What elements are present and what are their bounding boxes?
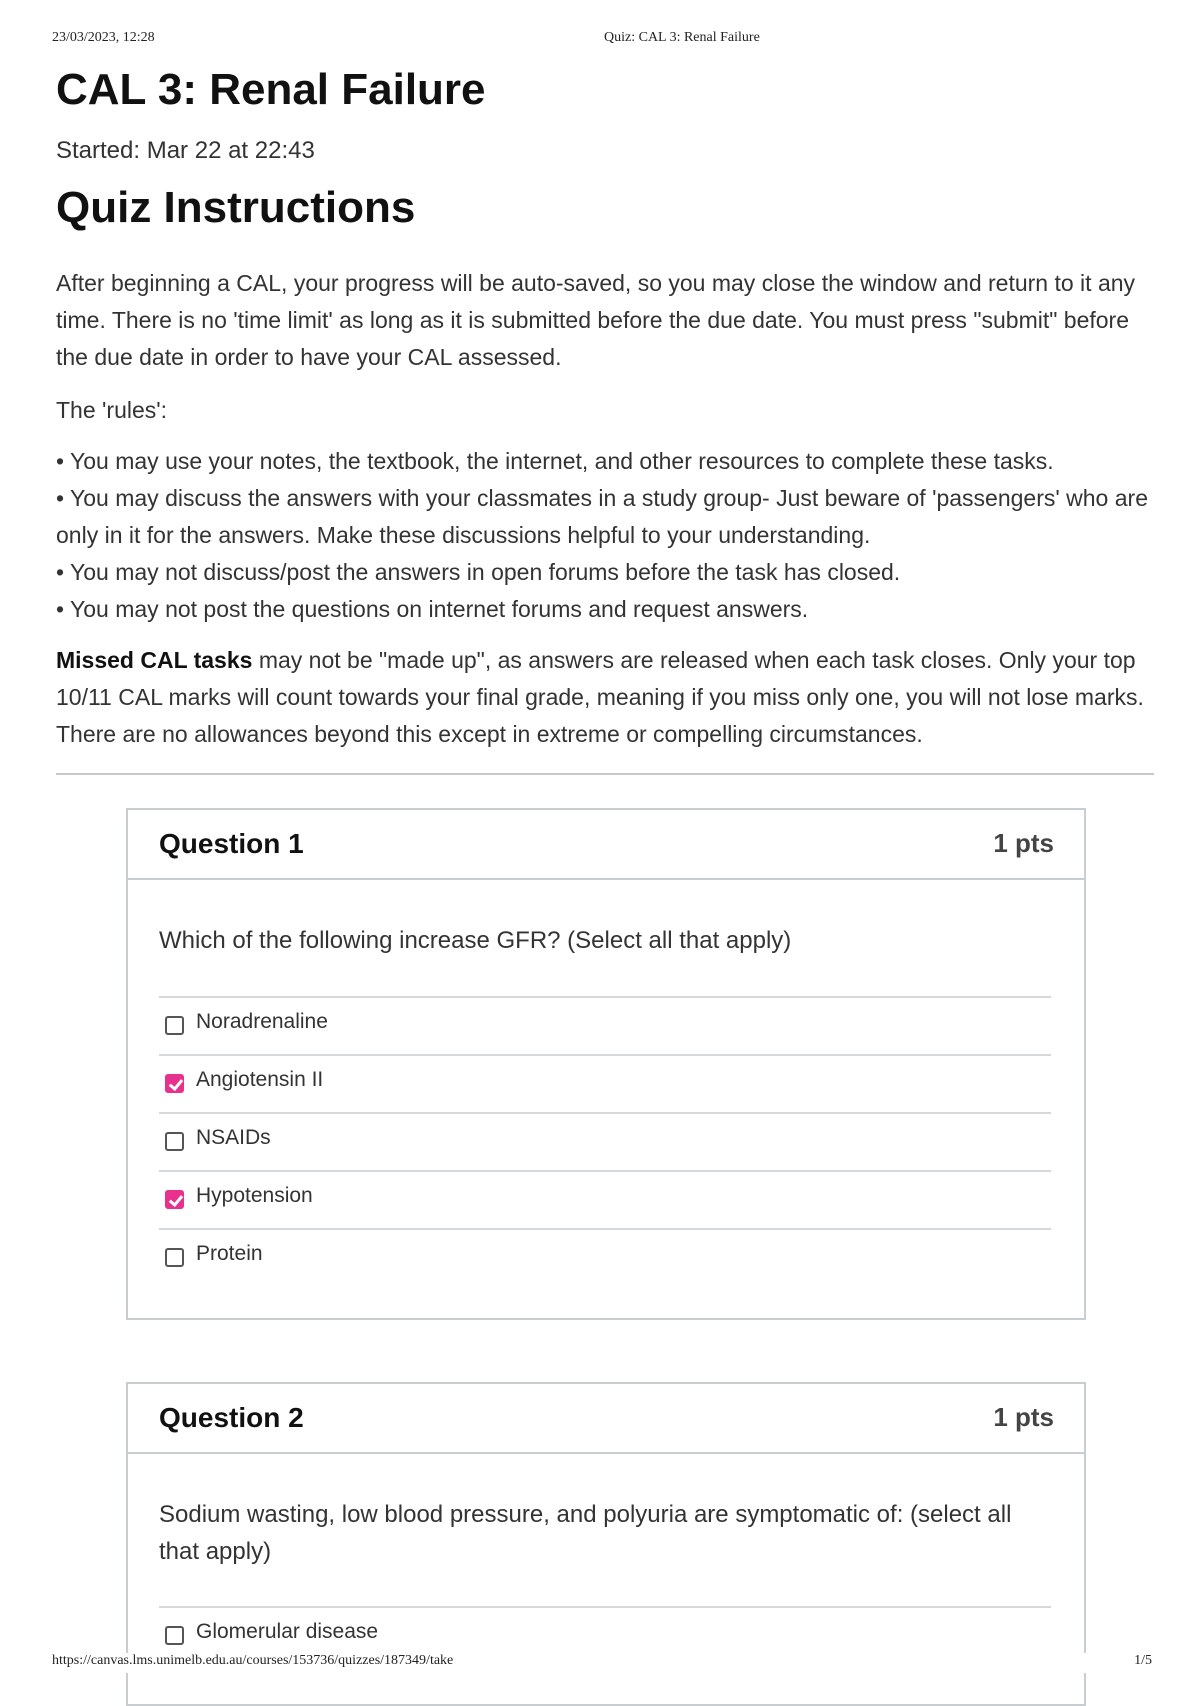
question-1-card (126, 808, 1086, 1320)
answer-option-angiotensin-ii[interactable] (159, 1054, 1051, 1112)
answer-option-hypotension[interactable] (159, 1170, 1051, 1228)
rules-list (56, 443, 1156, 628)
answer-label: Protein (196, 1242, 263, 1265)
question-header (128, 1384, 1084, 1454)
missed-tasks-paragraph (56, 642, 1156, 753)
checkbox-checked-icon[interactable] (165, 1074, 184, 1093)
rule-item: • You may not post the questions on internet forums and request answers. (56, 596, 809, 622)
print-header (52, 30, 1152, 50)
answer-label: NSAIDs (196, 1126, 271, 1149)
print-page-title: Quiz: CAL 3: Renal Failure (604, 30, 760, 45)
answer-list (159, 996, 1051, 1286)
question-text: Sodium wasting, low blood pressure, and polyuria are symptomatic of: (select all that apply) (159, 1501, 1012, 1565)
page-number: 1/5 (1134, 1653, 1152, 1668)
instructions-divider (56, 773, 1154, 775)
rules-heading: The 'rules': (56, 397, 168, 423)
checkbox-unchecked-icon[interactable] (165, 1016, 184, 1035)
checkbox-unchecked-icon[interactable] (165, 1248, 184, 1267)
checkbox-unchecked-icon[interactable] (165, 1626, 184, 1645)
question-title: Question 2 (159, 1402, 304, 1433)
question-points: 1 pts (993, 1402, 1054, 1432)
print-url: https://canvas.lms.unimelb.edu.au/courses/153736/quizzes/187349/take (52, 1653, 454, 1668)
question-title: Question 1 (159, 828, 304, 859)
rule-item: • You may use your notes, the textbook, the internet, and other resources to complete these tasks. (56, 448, 1054, 474)
print-footer (52, 1653, 1152, 1673)
checkbox-checked-icon[interactable] (165, 1190, 184, 1209)
answer-label: Glomerular disease (196, 1620, 379, 1643)
answer-label: Noradrenaline (196, 1010, 328, 1033)
answer-label: Hypotension (196, 1184, 313, 1207)
print-datetime: 23/03/2023, 12:28 (52, 30, 155, 45)
missed-tasks-text: may not be "made up", as answers are released when each task closes. Only your top 10/11 CAL marks will count towards your final grade, meaning if you miss only one, you will not lose marks. There are no allowances beyond this except in extreme or compelling circumstances. (56, 647, 1144, 747)
answer-option-protein[interactable] (159, 1228, 1051, 1286)
checkbox-unchecked-icon[interactable] (165, 1132, 184, 1151)
quiz-started-time: Started: Mar 22 at 22:43 (56, 137, 315, 164)
answer-label: Angiotensin II (196, 1068, 324, 1091)
question-points: 1 pts (993, 828, 1054, 858)
rule-item: • You may discuss the answers with your classmates in a study group- Just beware of 'passengers' who are only in it for the answers. Make these discussions helpful to your understanding. (56, 485, 1148, 548)
answer-option-nsaids[interactable] (159, 1112, 1051, 1170)
quiz-title: CAL 3: Renal Failure (56, 65, 486, 114)
quiz-content (56, 60, 1156, 775)
instructions-intro: After beginning a CAL, your progress will be auto-saved, so you may close the window and return to it any time. There is no 'time limit' as long as it is submitted before the due date. You must press "submit" before the due date in order to have your CAL assessed. (56, 270, 1136, 370)
question-text: Which of the following increase GFR? (Select all that apply) (159, 927, 792, 954)
rule-item: • You may not discuss/post the answers in open forums before the task has closed. (56, 559, 901, 585)
question-header (128, 810, 1084, 880)
missed-tasks-bold: Missed CAL tasks (56, 647, 253, 673)
instructions-heading: Quiz Instructions (56, 183, 416, 232)
answer-option-noradrenaline[interactable] (159, 996, 1051, 1054)
